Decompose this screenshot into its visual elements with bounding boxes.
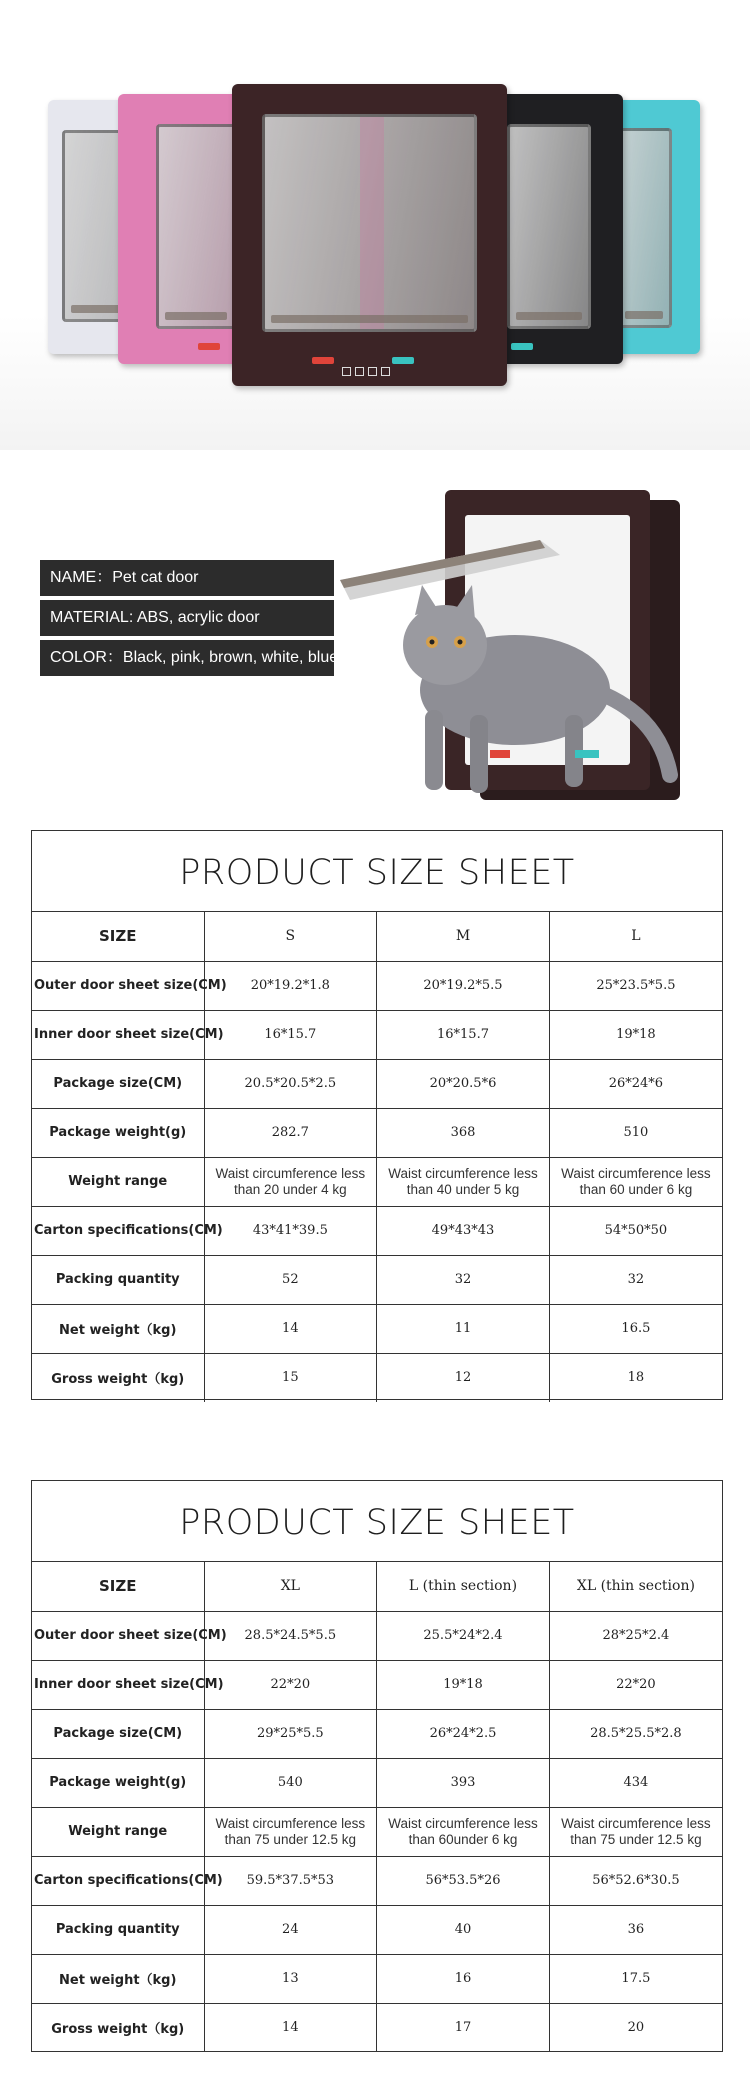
door-latch-teal <box>392 357 414 364</box>
size-header: SIZE <box>32 912 204 961</box>
table-cell: 20*19.2*1.8 <box>204 961 377 1010</box>
door-window <box>156 124 236 329</box>
table-cell: 28.5*24.5*5.5 <box>204 1611 377 1660</box>
table-cell: 16*15.7 <box>377 1010 550 1059</box>
table-cell: 52 <box>204 1255 377 1304</box>
table-cell: 12 <box>377 1353 550 1402</box>
table-row <box>32 1856 722 1905</box>
table-cell: 59.5*37.5*53 <box>204 1856 377 1905</box>
table-cell: 40 <box>377 1905 550 1954</box>
row-label: Package size(CM) <box>32 1059 204 1108</box>
table-cell: 56*52.6*30.5 <box>549 1856 722 1905</box>
door-lock-dials <box>342 367 390 376</box>
table-cell: 540 <box>204 1758 377 1807</box>
table-cell: 24 <box>204 1905 377 1954</box>
row-label: Packing quantity <box>32 1905 204 1954</box>
row-label: Packing quantity <box>32 1255 204 1304</box>
table-cell: Waist circumference less than 40 under 5 kg <box>377 1157 550 1206</box>
row-label: Carton specifications(CM) <box>32 1206 204 1255</box>
door-window <box>616 128 672 328</box>
table-cell: Waist circumference less than 20 under 4 kg <box>204 1157 377 1206</box>
table-row <box>32 1758 722 1807</box>
table-row <box>32 1905 722 1954</box>
table-row <box>32 1611 722 1660</box>
info-material-label: MATERIAL: ABS, acrylic door <box>40 600 334 636</box>
table-cell: 19*18 <box>549 1010 722 1059</box>
table-cell: 20 <box>549 2003 722 2052</box>
door-window <box>507 124 591 329</box>
table-cell: 28.5*25.5*2.8 <box>549 1709 722 1758</box>
info-color-label: COLOR：Black, pink, brown, white, blue <box>40 640 334 676</box>
table-cell: 13 <box>204 1954 377 2003</box>
table-row <box>32 1660 722 1709</box>
table-row <box>32 1108 722 1157</box>
table-cell: Waist circumference less than 60under 6 kg <box>377 1807 550 1856</box>
row-label: Outer door sheet size(CM) <box>32 1611 204 1660</box>
table-cell: 20*20.5*6 <box>377 1059 550 1108</box>
column-header: S <box>204 912 377 961</box>
table-row <box>32 1255 722 1304</box>
sheet-title: PRODUCT SIZE SHEET <box>32 831 722 912</box>
size-header: SIZE <box>32 1562 204 1611</box>
row-label: Package weight(g) <box>32 1758 204 1807</box>
cat-door-pink <box>118 94 248 364</box>
table-cell: 26*24*2.5 <box>377 1709 550 1758</box>
table-cell: 14 <box>204 1304 377 1353</box>
table-row <box>32 1709 722 1758</box>
row-label: Gross weight（kg) <box>32 1353 204 1402</box>
table-cell: 20.5*20.5*2.5 <box>204 1059 377 1108</box>
table-header-row <box>32 912 722 961</box>
cat-door-black <box>495 94 623 364</box>
table-row <box>32 1010 722 1059</box>
table-cell: 18 <box>549 1353 722 1402</box>
row-label: Carton specifications(CM) <box>32 1856 204 1905</box>
row-label: Net weight（kg) <box>32 1954 204 2003</box>
column-header: L (thin section) <box>377 1562 550 1611</box>
table-cell: 32 <box>377 1255 550 1304</box>
cat-door-brown <box>232 84 507 386</box>
hero-product-image <box>0 0 750 450</box>
table-cell: 32 <box>549 1255 722 1304</box>
table-cell: 15 <box>204 1353 377 1402</box>
row-label: Weight range <box>32 1807 204 1856</box>
table-cell: 16.5 <box>549 1304 722 1353</box>
table-row <box>32 1807 722 1856</box>
table-cell: 434 <box>549 1758 722 1807</box>
size-table <box>32 1562 722 2052</box>
table-header-row <box>32 1562 722 1611</box>
table-cell: 11 <box>377 1304 550 1353</box>
table-cell: 20*19.2*5.5 <box>377 961 550 1010</box>
table-cell: 22*20 <box>204 1660 377 1709</box>
cat-using-door-photo <box>340 480 720 810</box>
column-header: XL (thin section) <box>549 1562 722 1611</box>
table-cell: 16 <box>377 1954 550 2003</box>
table-row <box>32 2003 722 2052</box>
table-cell: 368 <box>377 1108 550 1157</box>
table-cell: 17 <box>377 2003 550 2052</box>
table-cell: 282.7 <box>204 1108 377 1157</box>
table-cell: Waist circumference less than 60 under 6 kg <box>549 1157 722 1206</box>
table-cell: 28*25*2.4 <box>549 1611 722 1660</box>
row-label: Gross weight（kg) <box>32 2003 204 2052</box>
table-row <box>32 1059 722 1108</box>
table-row <box>32 1157 722 1206</box>
size-sheet-table-2 <box>31 1480 723 2052</box>
row-label: Inner door sheet size(CM) <box>32 1010 204 1059</box>
table-cell: 16*15.7 <box>204 1010 377 1059</box>
table-row <box>32 1353 722 1402</box>
column-header: L <box>549 912 722 961</box>
table-cell: 56*53.5*26 <box>377 1856 550 1905</box>
door-latch-red <box>198 343 220 350</box>
table-row <box>32 1304 722 1353</box>
table-cell: 19*18 <box>377 1660 550 1709</box>
table-cell: Waist circumference less than 75 under 12.5 kg <box>204 1807 377 1856</box>
row-label: Package size(CM) <box>32 1709 204 1758</box>
info-name-label: NAME：Pet cat door <box>40 560 334 596</box>
row-label: Net weight（kg) <box>32 1304 204 1353</box>
row-label: Inner door sheet size(CM) <box>32 1660 204 1709</box>
column-header: M <box>377 912 550 961</box>
table-cell: Waist circumference less than 75 under 12.5 kg <box>549 1807 722 1856</box>
table-cell: 17.5 <box>549 1954 722 2003</box>
table-cell: 25*23.5*5.5 <box>549 961 722 1010</box>
table-cell: 26*24*6 <box>549 1059 722 1108</box>
table-cell: 36 <box>549 1905 722 1954</box>
table-row <box>32 1206 722 1255</box>
door-window <box>262 114 477 332</box>
sheet-title: PRODUCT SIZE SHEET <box>32 1481 722 1562</box>
table-cell: 510 <box>549 1108 722 1157</box>
table-cell: 43*41*39.5 <box>204 1206 377 1255</box>
row-label: Weight range <box>32 1157 204 1206</box>
column-header: XL <box>204 1562 377 1611</box>
product-info-section <box>0 460 750 820</box>
table-cell: 29*25*5.5 <box>204 1709 377 1758</box>
table-cell: 14 <box>204 2003 377 2052</box>
door-latch-red <box>312 357 334 364</box>
table-cell: 49*43*43 <box>377 1206 550 1255</box>
table-cell: 22*20 <box>549 1660 722 1709</box>
row-label: Outer door sheet size(CM) <box>32 961 204 1010</box>
table-cell: 54*50*50 <box>549 1206 722 1255</box>
table-row <box>32 961 722 1010</box>
size-sheet-table-1 <box>31 830 723 1400</box>
table-cell: 25.5*24*2.4 <box>377 1611 550 1660</box>
table-cell: 393 <box>377 1758 550 1807</box>
size-table <box>32 912 722 1402</box>
row-label: Package weight(g) <box>32 1108 204 1157</box>
table-row <box>32 1954 722 2003</box>
door-latch-teal <box>511 343 533 350</box>
